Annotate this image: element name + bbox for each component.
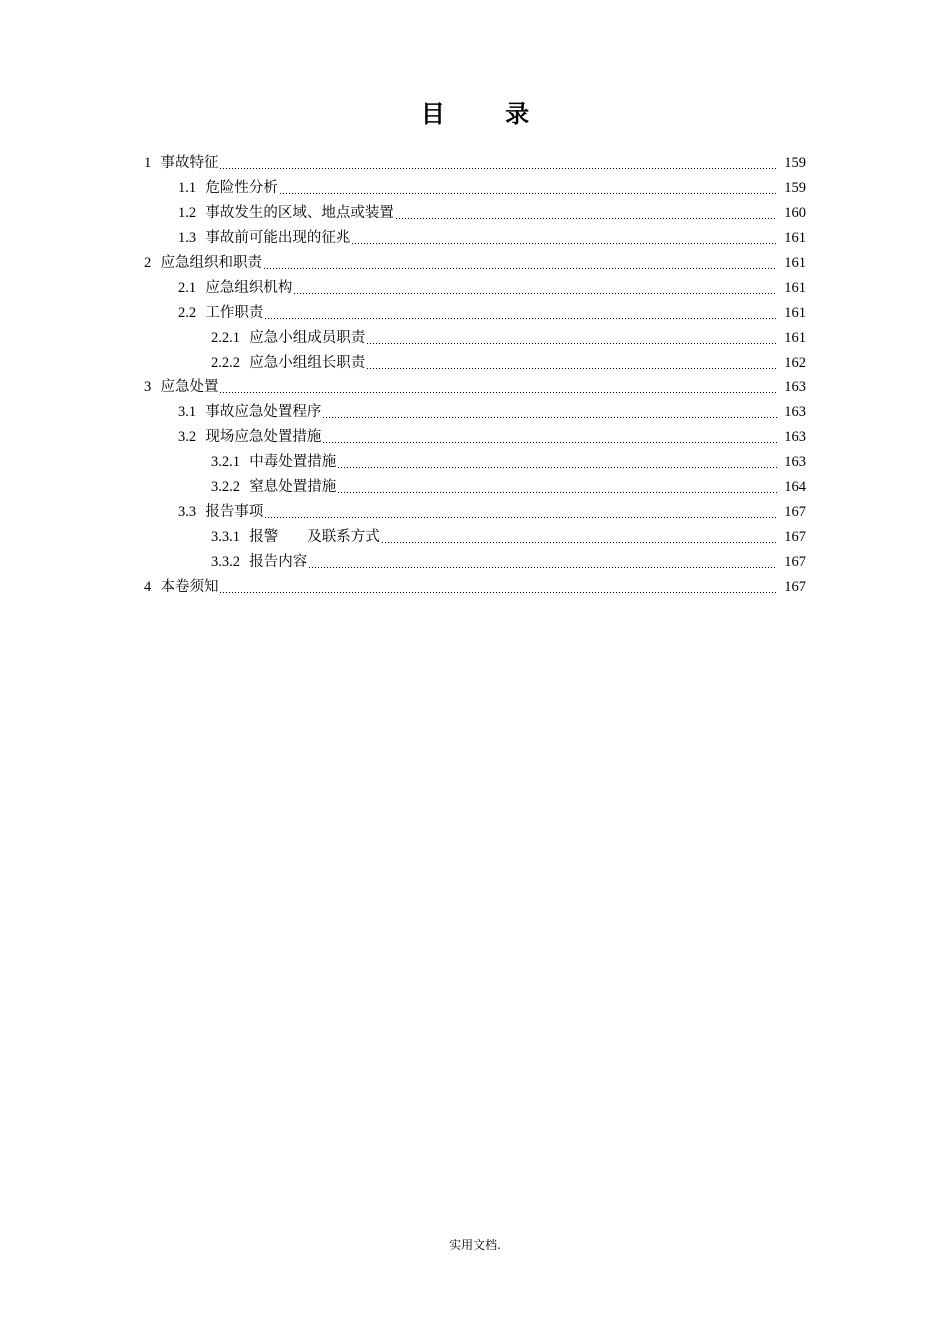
- toc-page-number: 163: [784, 379, 806, 396]
- toc-entry-label: 事故前可能出现的征兆: [205, 230, 351, 247]
- toc-dot-leader: [219, 155, 777, 173]
- toc-dot-leader: [293, 280, 777, 298]
- toc-dot-leader: [395, 205, 777, 223]
- toc-page-number: 167: [784, 553, 806, 570]
- toc-entry-title: [178, 503, 263, 521]
- toc-entry-number: 1.1: [178, 180, 197, 197]
- toc-entry-number: 2.1: [178, 279, 197, 296]
- toc-entry-number: 1: [144, 155, 152, 172]
- toc-entry-number: 1.2: [178, 205, 197, 222]
- toc-entry-number: 3.2: [178, 429, 197, 446]
- toc-entry-label: 事故应急处置程序: [205, 404, 322, 421]
- toc-entry-label: 危险性分析: [205, 180, 278, 197]
- toc-entry-number: 2.2.2: [211, 354, 240, 371]
- page-title: 目 录: [420, 99, 556, 128]
- toc-page-number: 161: [784, 279, 806, 296]
- toc-entry-number: 3.3: [178, 503, 197, 520]
- toc-entry[interactable]: [0, 350, 950, 375]
- toc-entry-number: 3.3.2: [211, 553, 240, 570]
- toc-entry-title: [211, 553, 307, 571]
- toc-dot-leader: [381, 529, 777, 547]
- toc-entry-number: 3.2.2: [211, 479, 240, 496]
- table-of-contents: [0, 151, 950, 599]
- toc-entry[interactable]: [0, 475, 950, 500]
- toc-page-number: 161: [784, 329, 806, 346]
- toc-dot-leader: [263, 255, 777, 273]
- toc-entry[interactable]: [0, 450, 950, 475]
- toc-entry-number: 4: [144, 578, 152, 595]
- toc-entry-title: [178, 428, 321, 446]
- toc-entry-label: 报警 及联系方式: [249, 528, 380, 545]
- toc-entry-title: [144, 578, 218, 596]
- toc-entry-label: 应急组织和职责: [160, 255, 262, 271]
- toc-dot-leader: [264, 305, 777, 323]
- toc-page-number: 167: [784, 528, 806, 545]
- toc-entry[interactable]: [0, 574, 950, 599]
- toc-entry[interactable]: [0, 300, 950, 325]
- toc-entry-label: 报告事项: [205, 503, 264, 520]
- toc-entry[interactable]: [0, 400, 950, 425]
- toc-entry-number: 2.2.1: [211, 329, 240, 346]
- toc-dot-leader: [308, 554, 777, 572]
- toc-entry-label: 工作职责: [205, 304, 264, 321]
- toc-page-number: 159: [784, 180, 806, 197]
- toc-entry-label: 事故发生的区域、地点或装置: [205, 205, 394, 222]
- toc-entry-title: [178, 279, 292, 297]
- toc-entry[interactable]: [0, 524, 950, 549]
- toc-entry-title: [144, 154, 218, 172]
- toc-dot-leader: [366, 355, 777, 373]
- toc-entry[interactable]: [0, 226, 950, 251]
- toc-entry-title: [178, 204, 394, 222]
- toc-page-number: 161: [784, 230, 806, 247]
- toc-entry[interactable]: [0, 499, 950, 524]
- toc-page-number: 161: [784, 255, 806, 271]
- toc-entry[interactable]: [0, 151, 950, 176]
- toc-entry-label: 事故特征: [160, 155, 219, 172]
- toc-dot-leader: [351, 230, 777, 248]
- toc-page-number: 159: [784, 155, 806, 172]
- toc-entry-title: [178, 179, 278, 197]
- toc-entry-number: 2.2: [178, 304, 197, 321]
- toc-entry-number: 3: [144, 379, 152, 396]
- toc-entry-label: 应急小组成员职责: [249, 329, 366, 346]
- toc-entry-number: 3.3.1: [211, 528, 240, 545]
- toc-entry[interactable]: [0, 375, 950, 400]
- toc-entry-title: [178, 403, 321, 421]
- toc-entry-number: 2: [144, 255, 152, 271]
- toc-page-number: 162: [784, 354, 806, 371]
- toc-entry-label: 现场应急处置措施: [205, 429, 322, 446]
- toc-entry-title: [144, 378, 218, 396]
- toc-entry[interactable]: [0, 325, 950, 350]
- toc-entry-title: [144, 254, 262, 272]
- toc-entry[interactable]: [0, 425, 950, 450]
- toc-entry-title: [211, 329, 365, 347]
- toc-entry[interactable]: [0, 251, 950, 276]
- toc-dot-leader: [219, 579, 777, 597]
- toc-page-number: 163: [784, 454, 806, 471]
- toc-dot-leader: [264, 504, 777, 522]
- toc-page-number: 164: [784, 479, 806, 496]
- toc-page-number: 163: [784, 429, 806, 446]
- toc-entry-title: [211, 354, 365, 372]
- toc-entry-label: 本卷须知: [160, 578, 219, 595]
- page-footer: 实用文档.: [449, 1238, 501, 1252]
- toc-entry-label: 报告内容: [249, 553, 308, 570]
- toc-page-number: 163: [784, 404, 806, 421]
- toc-entry-label: 中毒处置措施: [249, 454, 337, 471]
- toc-entry[interactable]: [0, 549, 950, 574]
- toc-dot-leader: [322, 429, 777, 447]
- toc-dot-leader: [279, 180, 777, 198]
- toc-entry-label: 应急小组组长职责: [249, 354, 366, 371]
- toc-page-number: 161: [784, 304, 806, 321]
- toc-entry-title: [178, 229, 350, 247]
- toc-page-number: 160: [784, 205, 806, 222]
- toc-dot-leader: [337, 454, 777, 472]
- toc-entry-label: 窒息处置措施: [249, 479, 337, 496]
- toc-entry-title: [211, 478, 336, 496]
- toc-entry-number: 3.1: [178, 404, 197, 421]
- toc-entry-title: [211, 528, 380, 546]
- toc-dot-leader: [337, 479, 777, 497]
- toc-entry[interactable]: [0, 201, 950, 226]
- toc-dot-leader: [322, 404, 777, 422]
- toc-entry-number: 1.3: [178, 230, 197, 247]
- toc-dot-leader: [219, 379, 777, 397]
- toc-entry-title: [211, 453, 336, 471]
- toc-entry[interactable]: [0, 176, 950, 201]
- toc-page-number: 167: [784, 503, 806, 520]
- toc-entry-title: [178, 304, 263, 322]
- toc-dot-leader: [366, 330, 777, 348]
- toc-entry-number: 3.2.1: [211, 454, 240, 471]
- toc-entry[interactable]: [0, 275, 950, 300]
- toc-entry-label: 应急组织机构: [205, 279, 293, 296]
- toc-page-number: 167: [784, 578, 806, 595]
- toc-entry-label: 应急处置: [160, 379, 219, 396]
